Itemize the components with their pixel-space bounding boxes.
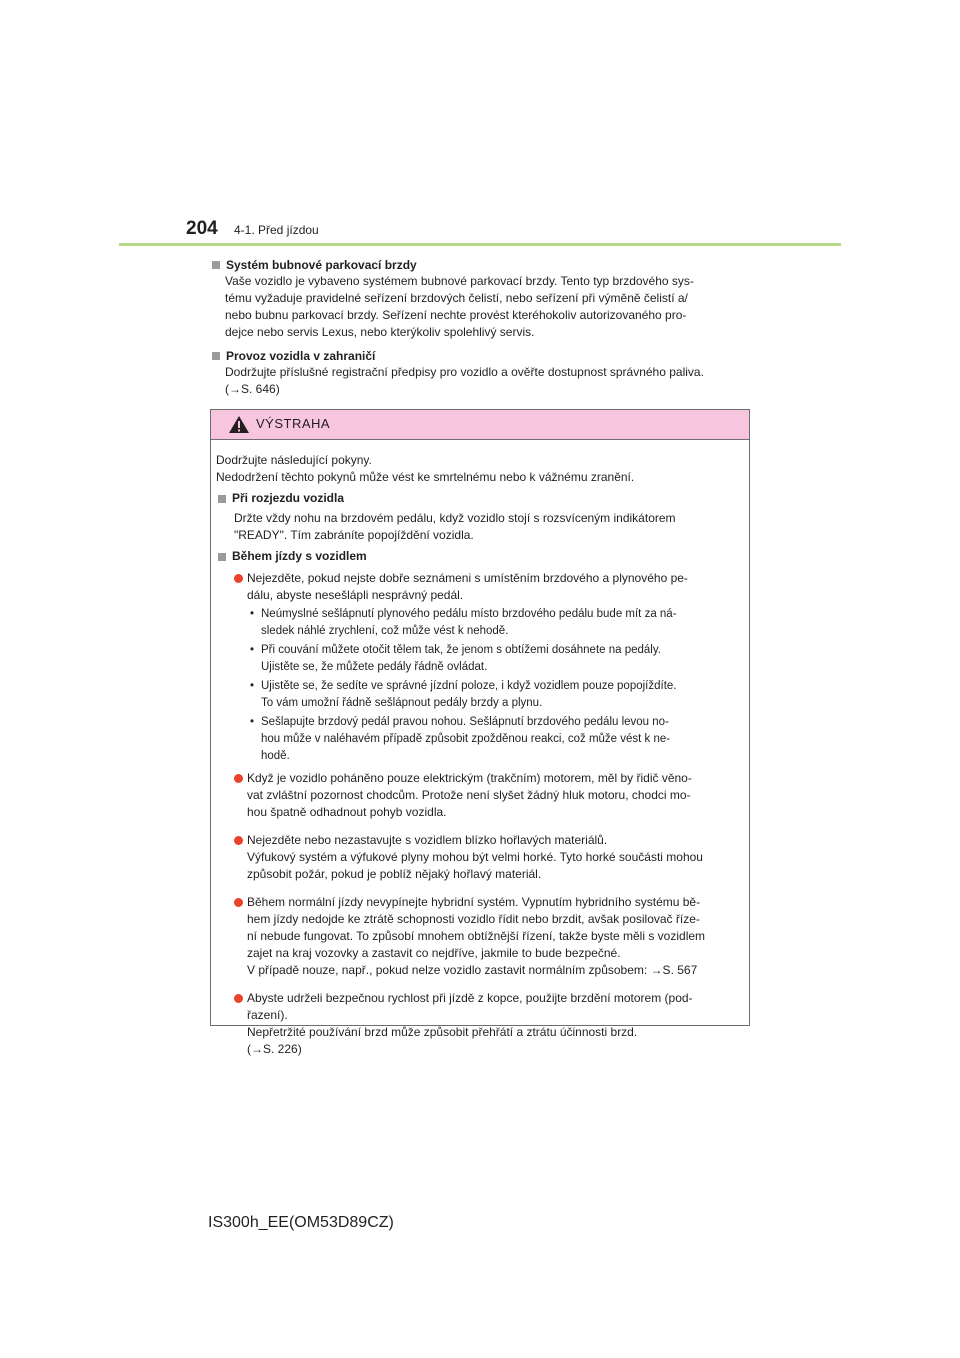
text-line: V případě nouze, např., pokud nelze vozidlo zastavit normálním způsobem: →S. 567 <box>247 963 698 977</box>
text-line: Abyste udrželi bezpečnou rychlost při jízdě z kopce, použijte brzdění motorem (pod- <box>247 991 693 1005</box>
page-number: 204 <box>186 218 218 239</box>
sub-bullet-mark: • <box>250 680 255 692</box>
sub-bullet-item <box>216 714 743 765</box>
round-bullet-icon <box>234 994 243 1003</box>
text-line: Nepřetržité používání brzd může způsobit přehřátí a ztrátu účinnosti brzd. <box>247 1025 638 1039</box>
subsection-title: Během jízdy s vozidlem <box>232 549 367 563</box>
bullet-item <box>216 832 743 883</box>
warning-intro: Dodržujte následující pokyny. <box>216 453 372 467</box>
warning-intro: Nedodržení těchto pokynů může vést ke smrtelnému nebo k vážnému zranění. <box>216 470 635 484</box>
page-reference: (→S. 226) <box>247 1042 302 1056</box>
text-line: hou může v naléhavém případě způsobit zpožděnou reakci, což může vést k ne- <box>261 733 671 745</box>
bullet-item <box>216 770 743 821</box>
section-abroad <box>210 347 752 398</box>
text-line: Neúmyslné sešlápnutí plynového pedálu místo brzdového pedálu bude mít za ná- <box>261 608 677 620</box>
text-line: "READY". Tím zabráníte popojíždění vozidla. <box>234 528 474 542</box>
text-line: sledek náhlé zrychlení, což může vést k nehodě. <box>261 625 509 637</box>
warning-title: VÝSTRAHA <box>256 416 331 431</box>
square-bullet-icon <box>212 352 220 360</box>
chapter-title: 4-1. Před jízdou <box>234 223 319 237</box>
text-line: Vaše vozidlo je vybaveno systémem bubnové parkovací brzdy. Tento typ brzdového sys- <box>225 274 694 288</box>
warning-header <box>211 410 749 440</box>
bullet-item <box>216 894 743 979</box>
text-line: hodě. <box>261 750 290 762</box>
bullet-item <box>216 990 743 1058</box>
round-bullet-icon <box>234 574 243 583</box>
text-line: ní nebude fungovat. To způsobí mnohem obtížnější řízení, takže byste měli s vozidlem <box>247 929 706 943</box>
text-line: Ujistěte se, že sedíte ve správné jízdní poloze, i když vozidlem pouze popojíždíte. <box>261 680 677 692</box>
sub-bullet-mark: • <box>250 608 255 620</box>
text-line: dejce nebo servis Lexus, nebo kterýkoliv spolehlivý servis. <box>225 325 535 339</box>
text-line: Během normální jízdy nevypínejte hybridní systém. Vypnutím hybridního systému bě- <box>247 895 701 909</box>
page-reference: (→S. 646) <box>225 382 280 396</box>
text-line: řazení). <box>247 1008 288 1022</box>
warning-box <box>210 409 750 1056</box>
text-line: Sešlapujte brzdový pedál pravou nohou. Sešlápnutí brzdového pedálu levou no- <box>261 716 669 728</box>
text-line: To vám umožní řádně sešlápnout pedály brzdy a plynu. <box>261 697 543 709</box>
subsection-text <box>216 510 743 544</box>
section-text <box>210 273 752 341</box>
sub-bullet-item <box>216 642 743 676</box>
sub-bullet-mark: • <box>250 716 255 728</box>
text-line: zajet na kraj vozovky a zastavit co nejdříve, jakmile to bude bezpečné. <box>247 946 621 960</box>
section-drum-brake <box>210 256 752 341</box>
text-line: Při couvání můžete otočit tělem tak, že jenom s obtížemi dosáhnete na pedály. <box>261 644 661 656</box>
text-line: dálu, abyste nesešlápli nesprávný pedál. <box>247 588 464 602</box>
warning-content <box>211 440 749 1058</box>
sub-bullet-mark: • <box>250 644 255 656</box>
text-line: vat zvláštní pozornost chodcům. Protože není slyšet žádný hluk motoru, chodci mo- <box>247 788 691 802</box>
sub-bullet-item <box>216 606 743 640</box>
text-line: Dodržujte příslušné registrační předpisy pro vozidlo a ověřte dostupnost správného paliva. <box>225 365 704 379</box>
text-line: Ujistěte se, že můžete pedály řádně ovládat. <box>261 661 488 673</box>
square-bullet-icon <box>218 553 226 561</box>
section-title: Provoz vozidla v zahraničí <box>226 348 376 363</box>
section-text <box>210 364 752 398</box>
bullet-item <box>216 570 743 604</box>
text-line: Výfukový systém a výfukové plyny mohou být velmi horké. Tyto horké součásti mohou <box>247 850 703 864</box>
header-rule <box>119 243 841 246</box>
sub-bullet-item <box>216 678 743 712</box>
document-code: IS300h_EE(OM53D89CZ) <box>208 1214 394 1231</box>
text-line: Když je vozidlo poháněno pouze elektrickým (trakčním) motorem, měl by řidič věno- <box>247 771 692 785</box>
text-line: způsobit požár, pokud je poblíž nějaký hořlavý materiál. <box>247 867 542 881</box>
text-line: nebo bubnu parkovací brzdy. Seřízení nechte provést kteréhokoliv autorizovaného pro- <box>225 308 687 322</box>
text-line: hem jízdy nedojde ke ztrátě schopnosti vozidlo řídit nebo brzdit, avšak posilovač říze- <box>247 912 700 926</box>
text-line: Nejezděte nebo nezastavujte s vozidlem blízko hořlavých materiálů. <box>247 833 608 847</box>
text-line: hou špatně odhadnout pohyb vozidla. <box>247 805 447 819</box>
round-bullet-icon <box>234 774 243 783</box>
text-line: Nejezděte, pokud nejste dobře seznámeni s umístěním brzdového a plynového pe- <box>247 571 688 585</box>
square-bullet-icon <box>218 495 226 503</box>
text-line: Držte vždy nohu na brzdovém pedálu, když vozidlo stojí s rozsvíceným indikátorem <box>234 511 676 525</box>
warning-triangle-icon <box>228 415 250 434</box>
text-line: tému vyžaduje pravidelné seřízení brzdových čelistí, nebo seřízení při výměně čelistí a/ <box>225 291 688 305</box>
round-bullet-icon <box>234 836 243 845</box>
section-title: Systém bubnové parkovací brzdy <box>226 257 417 272</box>
round-bullet-icon <box>234 898 243 907</box>
square-bullet-icon <box>212 261 220 269</box>
subsection-title: Při rozjezdu vozidla <box>232 491 345 505</box>
